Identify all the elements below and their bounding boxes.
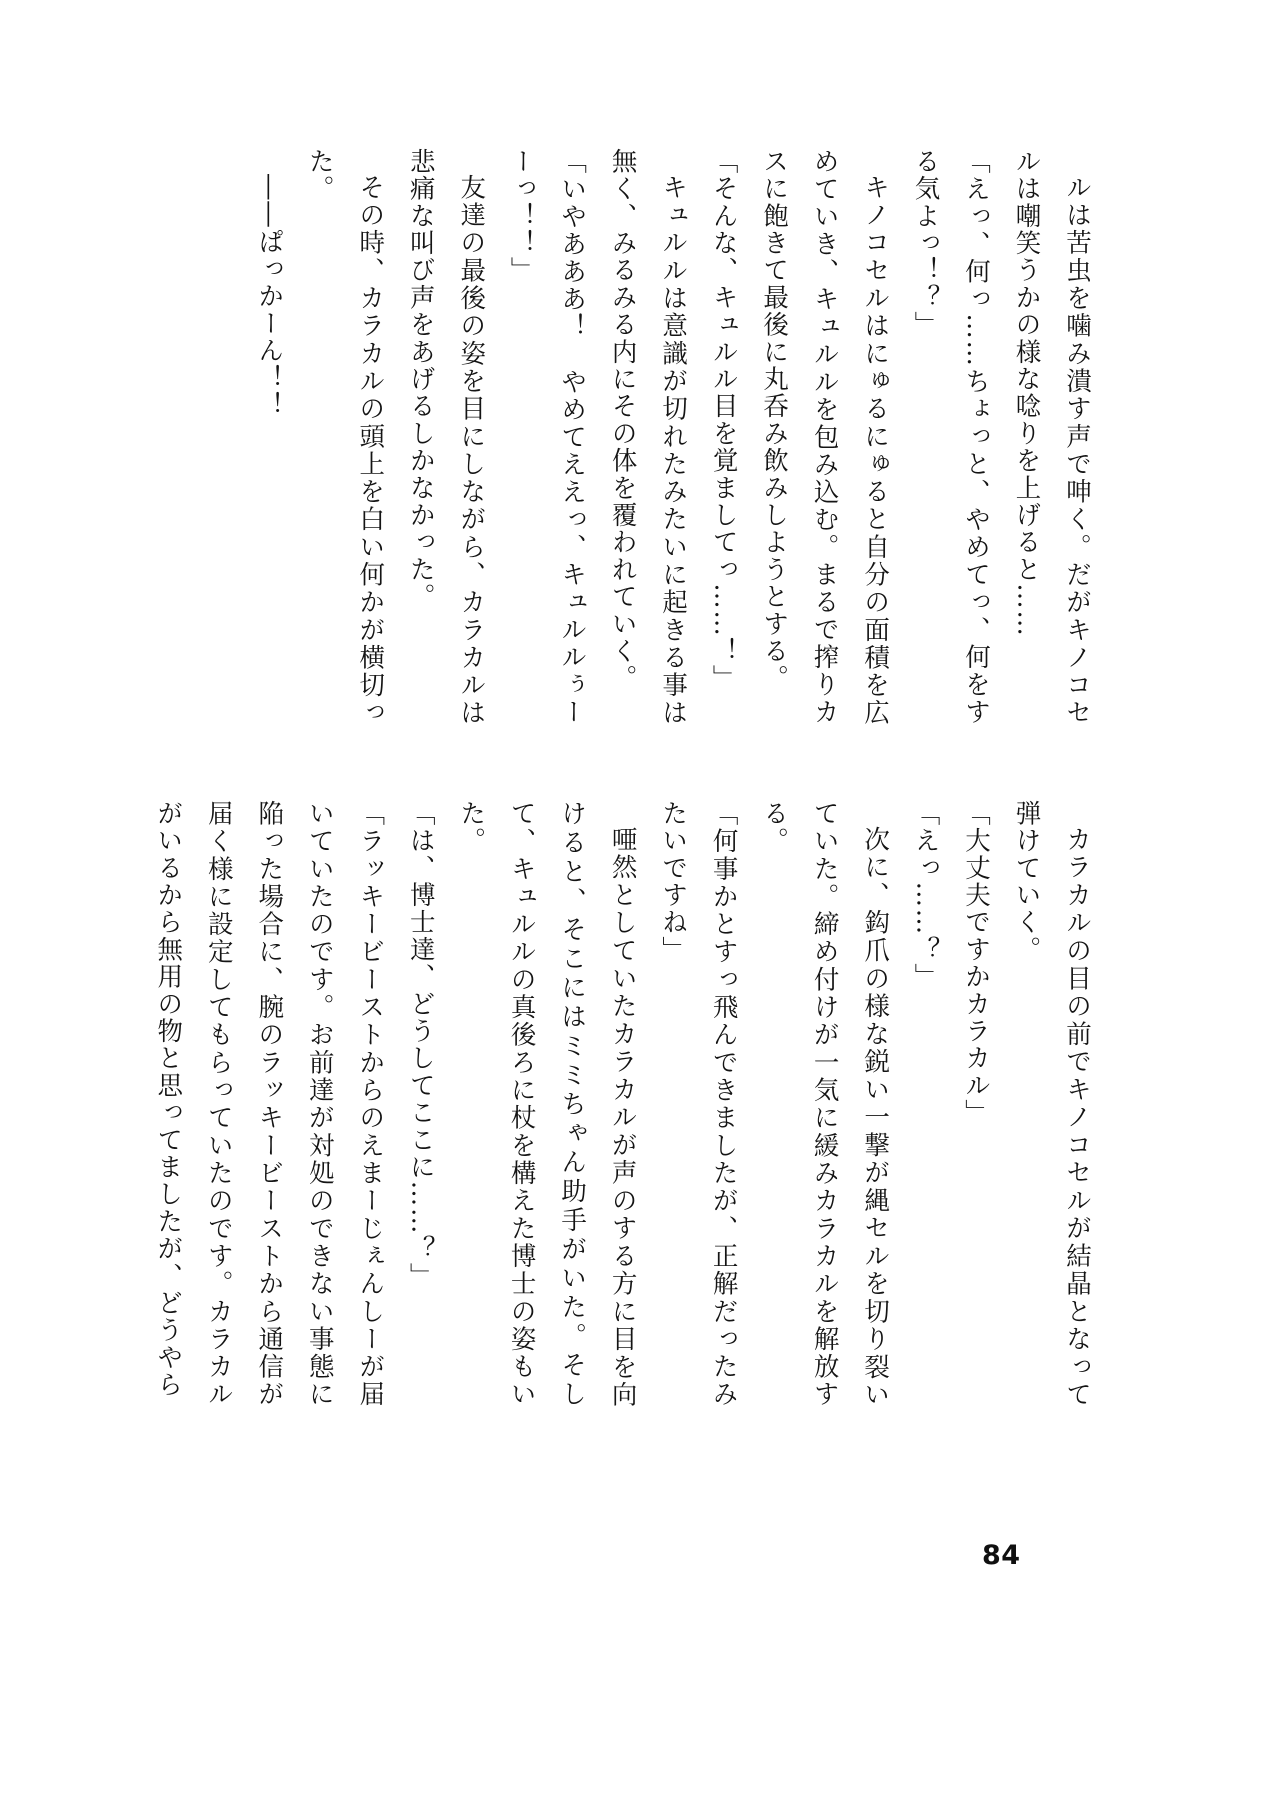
paragraph: キノコセルはにゅるにゅると自分の面積を広めていき、キュルルを包み込む。まるで搾りカスに飽きて最後に丸呑み飲みしようとする。 (759, 148, 891, 726)
text-block-lower (153, 800, 1102, 1408)
paragraph: その時、カラカルの頭上を白い何かが横切った。 (304, 148, 386, 726)
paragraph: キュルルは意識が切れたみたいに起きる事は無く、みるみる内にその体を覆われていく。 (607, 148, 689, 726)
paragraph: 次に、鈎爪の様な鋭い一撃が縄セルを切り裂いていた。締め付けが一気に緩みカラカルを解放する。 (759, 800, 891, 1408)
paragraph: ルは苦虫を噛み潰す声で呻く。だがキノコセルは嘲笑うかの様な唸りを上げると…… (1011, 148, 1092, 726)
paragraph: ――ぱっかーん！！ (254, 173, 285, 419)
paragraph: 唖然としていたカラカルが声のする方に目を向けると、そこにはミミちゃん助手がいた。そして、キュルルの真後ろに杖を構えた博士の姿もいた。 (456, 800, 638, 1408)
paragraph: 「そんな、キュルル目を覚ましてっ……！」 (708, 148, 739, 692)
page-number: 84 (982, 1540, 1021, 1571)
paragraph: カラカルの目の前でキノコセルが結晶となって弾けていく。 (1011, 800, 1092, 1408)
paragraph: 「大丈夫ですかカラカル」 (961, 800, 992, 1127)
paragraph: 友達の最後の姿を目にしながら、カラカルは悲痛な叫び声をあげるしかなかった。 (405, 148, 487, 726)
paragraph: 「いやあああ！ やめてええっ、キュルルぅーーっ！！」 (506, 148, 588, 726)
paragraph: 「ラッキービーストからのえまーじぇんしーが届いていたのです。お前達が対処のできない事態に陥った場合に、腕のラッキービーストから通信が届く様に設定してもらっていたのです。カラカルがいるから無用の物と思ってましたが、どうやら (153, 800, 386, 1408)
paragraph: 「えっ、何っ……ちょっと、やめてっ、何をする気よっ！？」 (910, 148, 992, 726)
text-block-upper (172, 148, 1102, 726)
paragraph: 「えっ……？」 (910, 800, 941, 991)
paragraph: 「は、博士達、どうしてここに……？」 (405, 800, 436, 1290)
paragraph: 「何事かとすっ飛んできましたが、正解だったみたいですね」 (658, 800, 739, 1408)
